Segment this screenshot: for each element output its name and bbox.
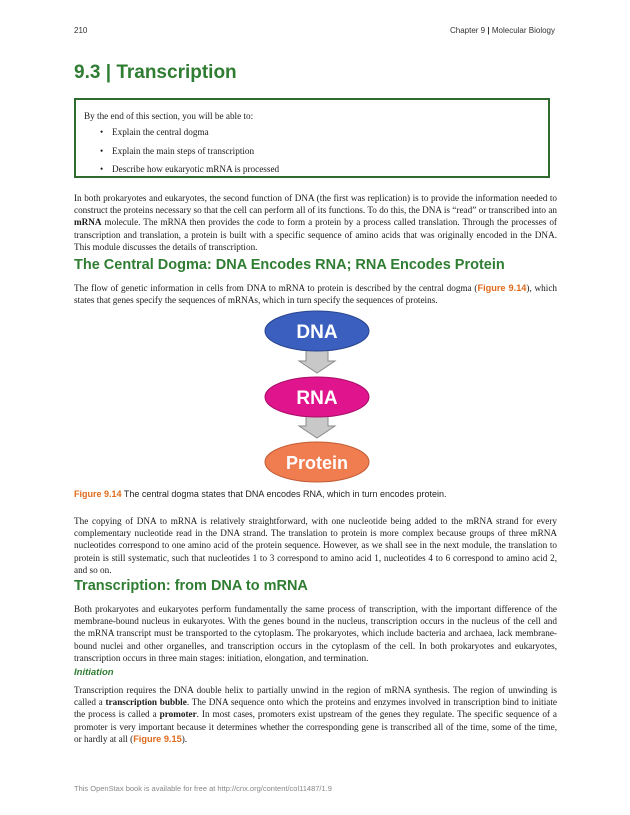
initiation-paragraph [74, 684, 557, 745]
figure-caption-text: The central dogma states that DNA encodes RNA, which in turn encodes protein. [121, 489, 447, 499]
arrow-dna-to-rna [299, 350, 335, 373]
section-title [74, 62, 237, 84]
header-separator: | [487, 26, 490, 35]
protein-label: Protein [285, 453, 349, 473]
objective-item: • Describe how eukaryotic mRNA is processed [112, 163, 538, 176]
page-number: 210 [74, 26, 88, 35]
figure-caption [74, 489, 557, 499]
initiation-heading: Initiation [74, 667, 114, 678]
figure-9-14-link[interactable]: Figure 9.14 [477, 283, 527, 293]
figure-label: Figure 9.14 [74, 489, 122, 499]
chapter-title: Molecular Biology [491, 26, 555, 35]
intro-text-cont: molecule. The mRNA then provides the code to form a protein by a process called translation. Through the processes of transcription and translation, a protein is built with a specific sequence of amino acids that was originally encoded in the DNA. This module discusses the details of transcription. [74, 217, 557, 252]
term-promoter: promoter [159, 709, 197, 720]
rna-label: RNA [296, 388, 338, 409]
footer-note: This OpenStax book is available for free at http://cnx.org/content/col11487/1.9 [74, 784, 332, 793]
central-dogma-heading: The Central Dogma: DNA Encodes RNA; RNA Encodes Protein [74, 257, 505, 273]
section-number: 9.3 [74, 62, 101, 83]
running-header [450, 26, 555, 35]
section-title-text: Transcription [116, 62, 237, 83]
figure-9-15-link[interactable]: Figure 9.15 [133, 733, 182, 744]
init-text-3: . In most cases, promoters exist upstream of the genes they regulate. The specific sequence of a promoter is very important because it determines whether the corresponding gene is transcribed all of the time, some of the time, or hardly at all ( [74, 709, 557, 744]
term-mrna: mRNA [74, 217, 102, 228]
objective-item: • Explain the central dogma [112, 126, 538, 139]
transcription-paragraph [74, 603, 557, 664]
term-transcription-bubble: transcription bubble [105, 697, 187, 708]
init-text-4: ). [181, 733, 188, 744]
section-separator: | [105, 62, 112, 83]
intro-paragraph [74, 192, 557, 253]
copying-text: The copying of DNA to mRNA is relatively straightforward, with one nucleotide being added to the mRNA strand for every complementary nucleotide read in the DNA strand. The translation to protein is more complex because groups of three mRNA nucleotides correspond to one amino acid of the protein sequence. However, as we shall see in the next module, the translation to protein is still systematic, such that nucleotides 1 to 3 correspond to amino acid 1, nucleotides 4 to 6 correspond to amino acid 2, and so on. [74, 516, 557, 575]
intro-text: In both prokaryotes and eukaryotes, the second function of DNA (the first was replication) is to provide the information needed to construct the proteins necessary so that the cell can perform all of its functions. To do this, the DNA is “read” or transcribed into an [74, 193, 557, 216]
central-dogma-diagram [262, 310, 372, 486]
arrow-rna-to-protein [299, 416, 335, 438]
objective-item: • Explain the main steps of transcription [112, 145, 538, 158]
objectives-list [84, 126, 538, 176]
objectives-intro: By the end of this section, you will be able to: [84, 111, 254, 121]
chapter-prefix: Chapter 9 [450, 26, 486, 35]
cd-text-cont: ), which states that genes specify the sequences of mRNAs, which in turn specify the sequences of proteins. [74, 283, 557, 306]
init-text-1: Transcription requires the DNA double helix to partially unwind in the region of mRNA synthesis. The region of unwinding is called a [74, 685, 557, 708]
central-dogma-paragraph [74, 282, 557, 306]
cd-text: The flow of genetic information in cells from DNA to mRNA to protein is described by the central dogma ( [74, 283, 478, 293]
init-text-2: . The DNA sequence onto which the proteins and enzymes involved in transcription bind to initiate the process is called a [74, 697, 557, 720]
dna-label: DNA [296, 322, 338, 343]
learning-objectives-box [74, 98, 550, 178]
transcription-heading: Transcription: from DNA to mRNA [74, 578, 308, 594]
transcription-text: Both prokaryotes and eukaryotes perform fundamentally the same process of transcription, with the important difference of the membrane-bound nucleus in eukaryotes. With the genes bound in the nucleus, transcription occurs in the nucleus of the cell and the mRNA transcript must be transported to the cytoplasm. The prokaryotes, which include bacteria and archaea, lack membrane-bound nuclei and other organelles, and transcription occurs in the cytoplasm of the cell. In both prokaryotes and eukaryotes, transcription occurs in three main stages: initiation, elongation, and termination. [74, 604, 557, 663]
copying-paragraph [74, 515, 557, 576]
